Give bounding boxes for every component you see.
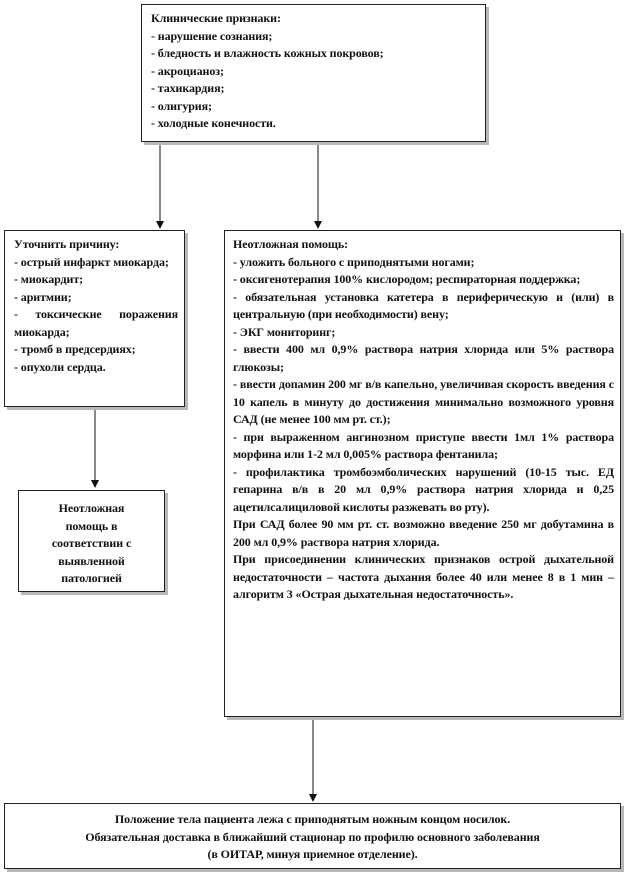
sign-item: - акроцианоз;: [151, 63, 224, 78]
transport-text: Обязательная доставка в ближайший стационар по профилю основного заболевания: [85, 829, 540, 844]
cause-item: - острый инфаркт миокарда;: [14, 254, 169, 269]
pathology-text: Неотложная: [58, 501, 125, 515]
pathology-text: выявленной: [58, 553, 125, 568]
clinical-signs-box: [141, 4, 486, 142]
emergency-item: - обязательная установка катетера в периферическую и (или) в центральную (при необходимости) вену;: [233, 289, 614, 321]
cause-item: - опухоли сердца.: [14, 359, 106, 374]
cause-title: Уточнить причину:: [14, 237, 120, 251]
sign-item: - холодные конечности.: [151, 116, 276, 130]
emergency-note: При САД более 90 мм рт. ст. возможно введение 250 мг добутамина в 200 мл 0,9% раствора натрия хлорида.: [233, 517, 614, 549]
emergency-item: - ввести допамин 200 мг в/в капельно, увеличивая скорость введения с 10 капель в минуту до достижения минимально возможного уровня САД (не менее 100 мм рт. ст.);: [233, 377, 614, 426]
pathology-text: соответствии с: [51, 536, 132, 550]
sign-item: - бледность и влажность кожных покровов;: [151, 46, 384, 60]
pathology-text: помощь в: [65, 518, 118, 533]
emergency-item: - уложить больного с приподнятыми ногами;: [233, 254, 475, 269]
cause-item: - тромб в предсердиях;: [14, 342, 136, 356]
emergency-title: Неотложная помощь:: [233, 237, 349, 251]
cause-item: - токсические поражения миокарда;: [14, 307, 178, 339]
signs-title: Клинические признаки:: [151, 11, 281, 25]
emergency-item: - при выраженном ангинозном приступе ввести 1мл 1% раствора морфина или 1-2 мл 0,005% раствора фентанила;: [233, 429, 614, 461]
emergency-item: - ввести 400 мл 0,9% раствора натрия хлорида или 5% раствора глюкозы;: [233, 342, 614, 374]
clarify-cause-box: [4, 230, 185, 407]
emergency-item: - ЭКГ мониторинг;: [233, 324, 336, 339]
sign-item: - олигурия;: [151, 98, 212, 113]
pathology-text: патологией: [61, 571, 122, 585]
transport-text: (в ОИТАР, минуя приемное отделение).: [207, 847, 418, 861]
cause-item: - аритмии;: [14, 289, 72, 304]
emergency-help-box: [224, 230, 621, 717]
transport-box: [4, 803, 621, 869]
emergency-note: При присоединении клинических признаков острой дыхательной недостаточности – частота дыхания более 40 или менее 8 в 1 мин – алгоритм 3 «Острая дыхательная недостаточность».: [233, 552, 614, 601]
emergency-item: - оксигенотерапия 100% кислородом; респираторная поддержка;: [233, 272, 581, 286]
sign-item: - тахикардия;: [151, 81, 225, 95]
transport-text: Положение тела пациента лежа с приподнятым ножным концом носилок.: [114, 812, 511, 826]
cause-item: - миокардит;: [14, 272, 84, 286]
emergency-item: - профилактика тромбоэмболических нарушений (10-15 тыс. ЕД гепарина в/в в 20 мл 0,9% раствора натрия хлорида и 0,25 ацетилсалициловой кислоты разжевать во рту).: [233, 464, 614, 514]
pathology-help-box: [18, 490, 165, 592]
sign-item: - нарушение сознания;: [151, 28, 273, 43]
